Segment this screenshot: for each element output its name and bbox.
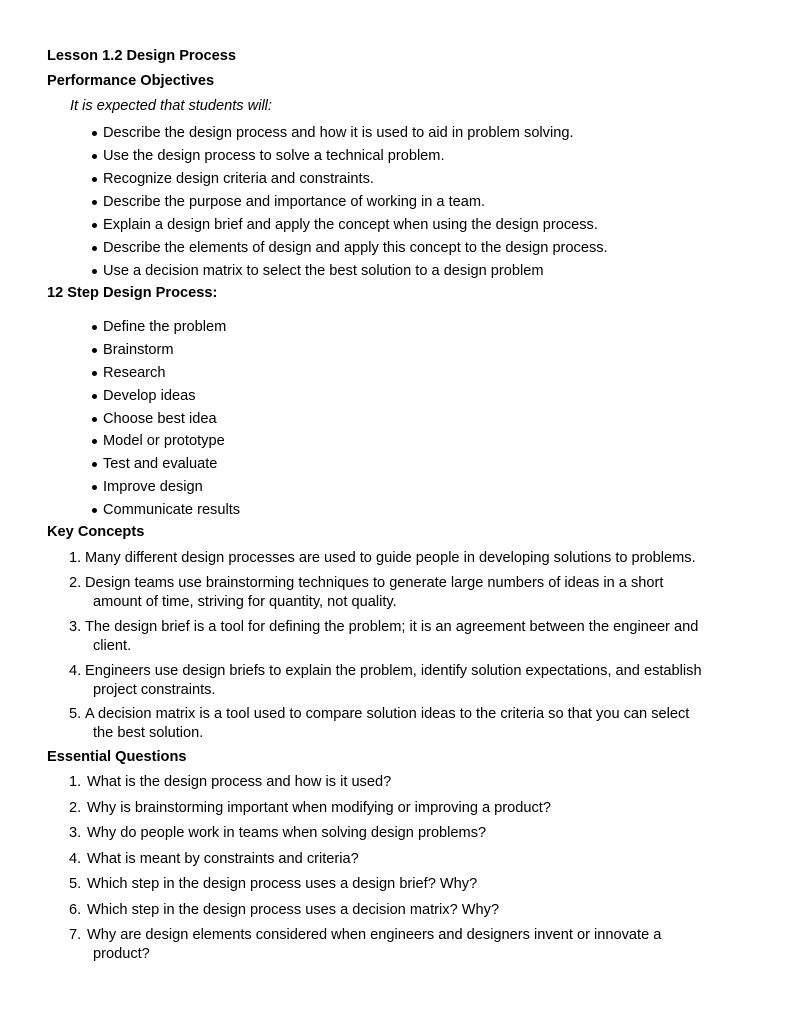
bullet-icon xyxy=(92,269,97,274)
list-item: 1. Many different design processes are used to guide people in developing solutions to problems. xyxy=(69,550,696,566)
lesson-title: Lesson 1.2 Design Process xyxy=(47,48,236,64)
list-item: Improve design xyxy=(90,478,240,501)
list-item: Communicate results xyxy=(90,501,240,524)
objectives-list xyxy=(90,124,608,285)
list-item: Describe the design process and how it is used to aid in problem solving. xyxy=(90,124,608,147)
list-item: Test and evaluate xyxy=(90,455,240,478)
list-item: Choose best idea xyxy=(90,410,240,433)
key-concepts-heading: Key Concepts xyxy=(47,524,145,540)
list-item: 6. Which step in the design process uses a decision matrix? Why? xyxy=(69,901,500,918)
list-item: 3. Why do people work in teams when solving design problems? xyxy=(69,825,487,841)
list-item: Use a decision matrix to select the best solution to a design problem xyxy=(90,262,608,285)
bullet-icon xyxy=(92,508,97,513)
list-item: Model or prototype xyxy=(90,432,240,455)
list-item: Recognize design criteria and constraints. xyxy=(90,170,608,193)
list-item: 1. What is the design process and how is it used? xyxy=(69,774,392,790)
list-item: Brainstorm xyxy=(90,341,240,364)
objectives-intro: It is expected that students will: xyxy=(70,98,272,114)
list-item: 5. A decision matrix is a tool used to compare solution ideas to the criteria so that you can select the best solution. xyxy=(69,706,690,741)
bullet-icon xyxy=(92,154,97,159)
list-item: 2. Why is brainstorming important when modifying or improving a product? xyxy=(69,799,551,816)
list-item: 7. Why are design elements considered when engineers and designers invent or innovate a product? xyxy=(69,927,662,962)
bullet-icon xyxy=(92,246,97,251)
bullet-icon xyxy=(92,394,97,399)
bullet-icon xyxy=(92,462,97,467)
list-item: Explain a design brief and apply the concept when using the design process. xyxy=(90,216,608,239)
objectives-heading: Performance Objectives xyxy=(47,73,215,89)
steps-heading: 12 Step Design Process: xyxy=(47,285,218,301)
bullet-icon xyxy=(92,200,97,205)
key-concepts-list xyxy=(68,549,768,748)
bullet-icon xyxy=(92,371,97,376)
bullet-icon xyxy=(92,177,97,182)
list-item: 3. The design brief is a tool for defining the problem; it is an agreement between the engineer and client. xyxy=(69,619,699,654)
list-item: Research xyxy=(90,364,240,387)
list-item: Describe the purpose and importance of working in a team. xyxy=(90,193,608,216)
bullet-icon xyxy=(92,325,97,330)
list-item: 5. Which step in the design process uses a design brief? Why? xyxy=(69,876,478,892)
bullet-icon xyxy=(92,439,97,444)
list-item: Describe the elements of design and apply this concept to the design process. xyxy=(90,239,608,262)
list-item: 4. What is meant by constraints and criteria? xyxy=(69,850,359,867)
bullet-icon xyxy=(92,223,97,228)
list-item: Use the design process to solve a technical problem. xyxy=(90,147,608,170)
list-item: 4. Engineers use design briefs to explain the problem, identify solution expectations, and establish project constraints. xyxy=(69,663,702,698)
bullet-icon xyxy=(92,417,97,422)
bullet-icon xyxy=(92,348,97,353)
steps-list xyxy=(90,318,240,524)
bullet-icon xyxy=(92,131,97,136)
essential-questions-heading: Essential Questions xyxy=(47,749,187,765)
list-item: Define the problem xyxy=(90,318,240,341)
list-item: 2. Design teams use brainstorming techniques to generate large numbers of ideas in a short amount of time, striving for quantity, not quality. xyxy=(69,575,664,610)
list-item: Develop ideas xyxy=(90,387,240,410)
essential-questions-list xyxy=(68,773,768,966)
bullet-icon xyxy=(92,485,97,490)
